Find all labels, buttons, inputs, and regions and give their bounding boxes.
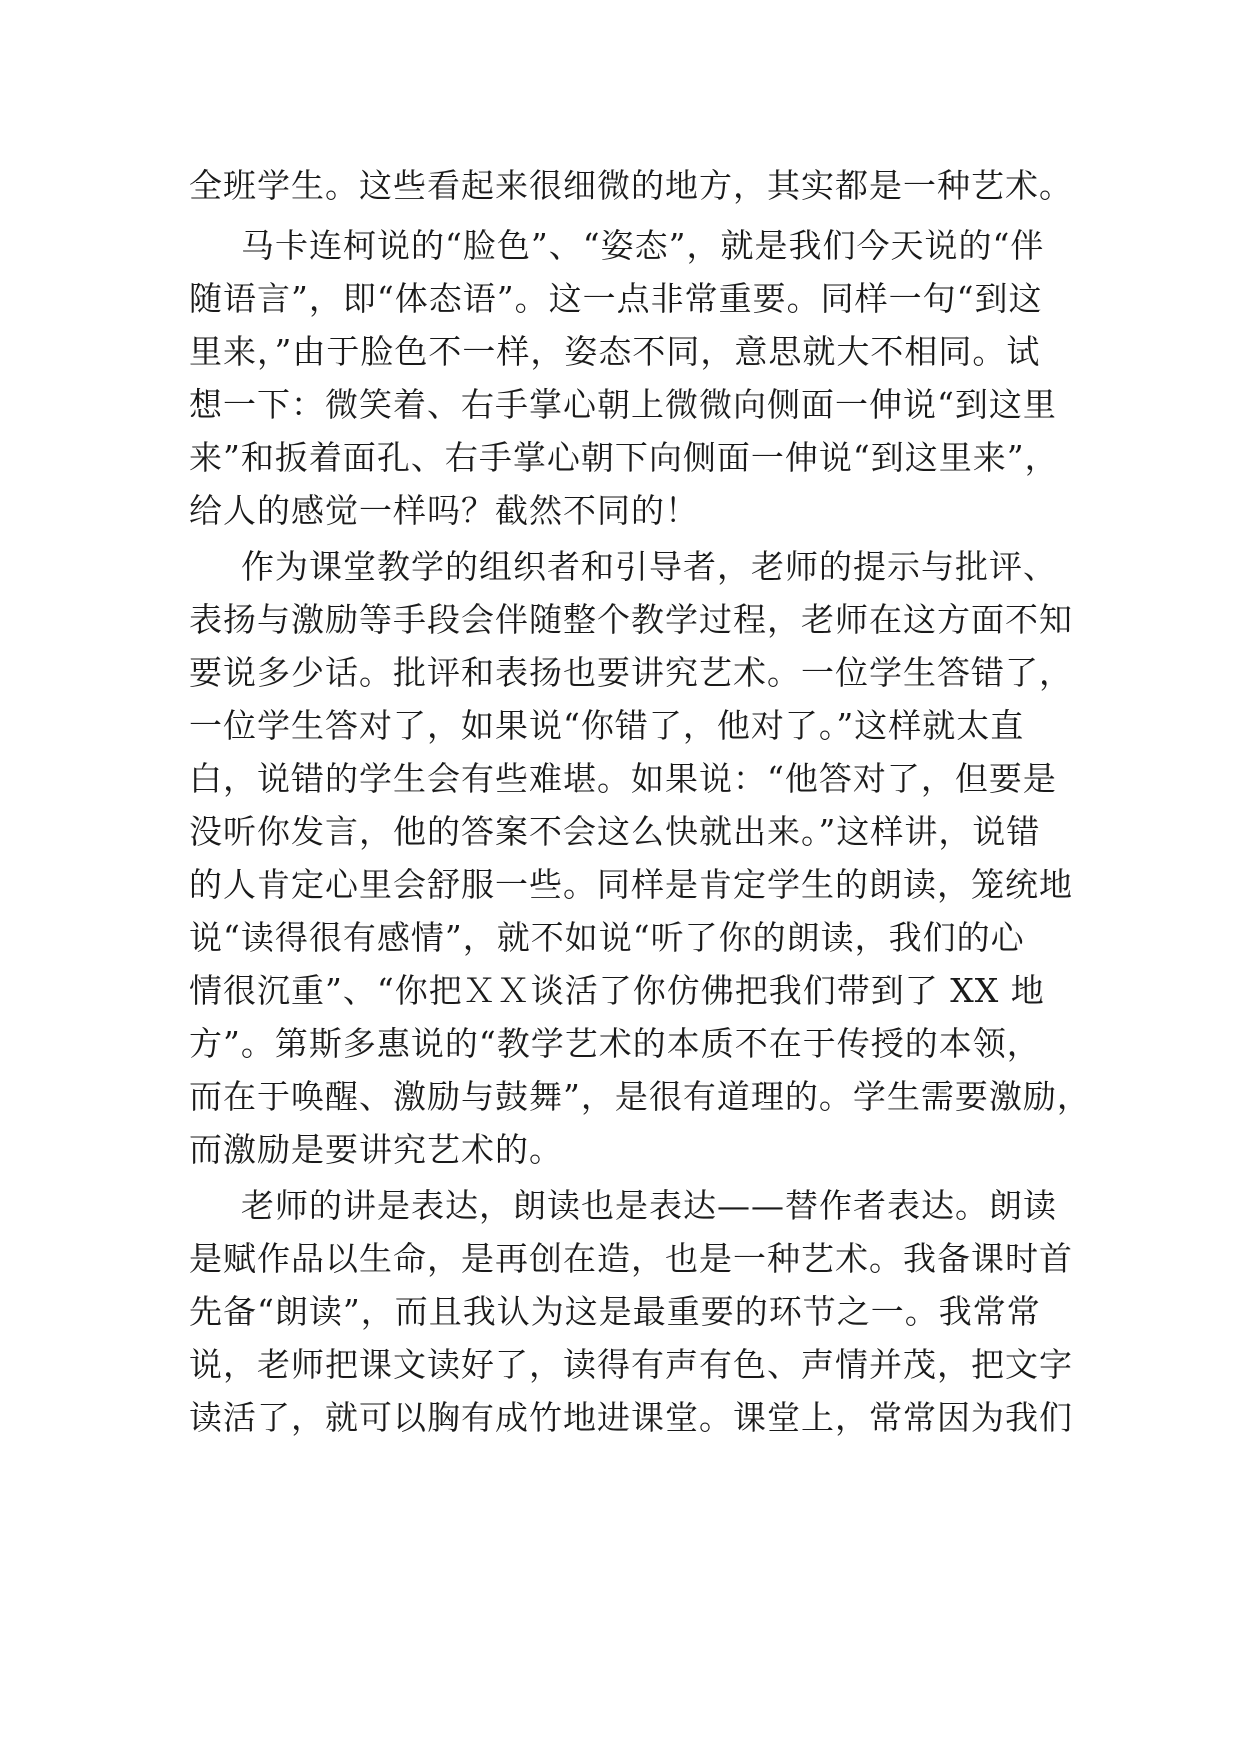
text-line: 白，说错的学生会有些难堪。如果说：“他答对了，但要是 (189, 759, 1057, 798)
text-line: 没听你发言，他的答案不会这么快就出来。”这样讲，说错 (189, 812, 1041, 851)
text-line: 说“读得很有感情”，就不如说“听了你的朗读，我们的心 (189, 918, 1025, 957)
text-line: 而激励是要讲究艺术的。 (189, 1130, 563, 1169)
paragraph-start-line: 马卡连柯说的“脸色”、“姿态”，就是我们今天说的“伴 (241, 226, 1045, 265)
text-line: 一位学生答对了，如果说“你错了，他对了。”这样就太直 (189, 706, 1025, 745)
text-line: 情很沉重”、“你把ＸＸ谈活了你仿佛把我们带到了 XX 地 (189, 971, 1045, 1010)
text-line: 表扬与激励等手段会伴随整个教学过程，老师在这方面不知 (189, 600, 1073, 639)
text-line: 先备“朗读”，而且我认为这是最重要的环节之一。我常常 (189, 1292, 1041, 1331)
text-line: 给人的感觉一样吗？截然不同的！ (189, 491, 699, 530)
text-line: 来”和扳着面孔、右手掌心朝下向侧面一伸说“到这里来”， (189, 438, 1059, 477)
text-line: 说，老师把课文读好了，读得有声有色、声情并茂，把文字 (189, 1345, 1073, 1384)
text-line: 读活了，就可以胸有成竹地进课堂。课堂上，常常因为我们 (189, 1398, 1073, 1437)
text-line: 想一下：微笑着、右手掌心朝上微微向侧面一伸说“到这里 (189, 385, 1057, 424)
text-line: 要说多少话。批评和表扬也要讲究艺术。一位学生答错了， (189, 653, 1073, 692)
text-line: 而在于唤醒、激励与鼓舞”，是很有道理的。学生需要激励， (189, 1077, 1091, 1116)
text-line: 方”。第斯多惠说的“教学艺术的本质不在于传授的本领， (189, 1024, 1041, 1063)
paragraph-start-line: 老师的讲是表达，朗读也是表达——替作者表达。朗读 (241, 1186, 1057, 1225)
paragraph-start-line: 作为课堂教学的组织者和引导者，老师的提示与批评、 (241, 547, 1057, 586)
text-line: 是赋作品以生命，是再创在造，也是一种艺术。我备课时首 (189, 1239, 1073, 1278)
text-line: 的人肯定心里会舒服一些。同样是肯定学生的朗读，笼统地 (189, 865, 1073, 904)
text-line: 里来，”由于脸色不一样，姿态不同，意思就大不相同。试 (189, 332, 1041, 371)
text-line: 全班学生。这些看起来很细微的地方，其实都是一种艺术。 (189, 166, 1073, 205)
text-line: 随语言”，即“体态语”。这一点非常重要。同样一句“到这 (189, 279, 1043, 318)
